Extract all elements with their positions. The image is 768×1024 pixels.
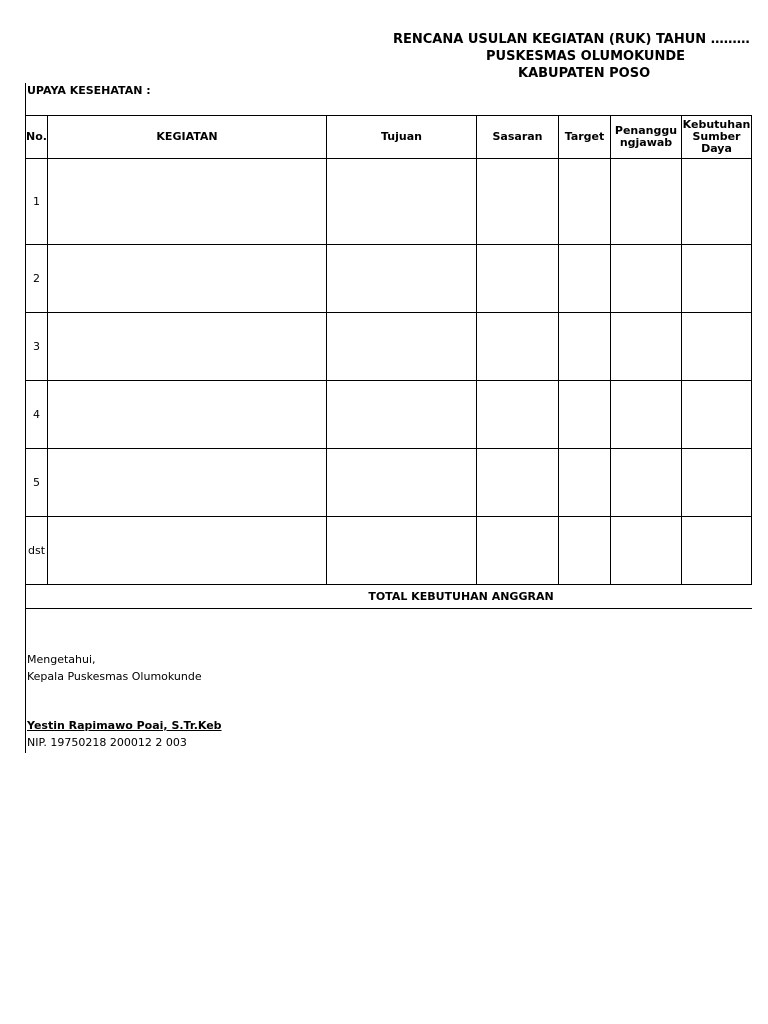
cell-target[interactable] bbox=[559, 313, 611, 381]
cell-target[interactable] bbox=[559, 449, 611, 517]
cell-kebutuhan-sumber-daya[interactable] bbox=[682, 313, 752, 381]
cell-kebutuhan-sumber-daya[interactable] bbox=[682, 517, 752, 585]
cell-sasaran[interactable] bbox=[477, 517, 559, 585]
header-kegiatan: KEGIATAN bbox=[48, 116, 327, 159]
cell-penanggung-jawab[interactable] bbox=[611, 159, 682, 245]
cell-kebutuhan-sumber-daya[interactable] bbox=[682, 449, 752, 517]
signature-name: Yestin Rapimawo Poai, S.Tr.Keb bbox=[27, 719, 222, 732]
cell-sasaran[interactable] bbox=[477, 381, 559, 449]
cell-sasaran[interactable] bbox=[477, 449, 559, 517]
row-number: 4 bbox=[26, 381, 48, 449]
cell-kebutuhan-sumber-daya[interactable] bbox=[682, 245, 752, 313]
row-number: 2 bbox=[26, 245, 48, 313]
row-number: 1 bbox=[26, 159, 48, 245]
cell-sasaran[interactable] bbox=[477, 313, 559, 381]
cell-penanggung-jawab[interactable] bbox=[611, 517, 682, 585]
cell-target[interactable] bbox=[559, 245, 611, 313]
cell-sasaran[interactable] bbox=[477, 245, 559, 313]
signature-position: Kepala Puskesmas Olumokunde bbox=[27, 670, 202, 683]
cell-penanggung-jawab[interactable] bbox=[611, 313, 682, 381]
cell-kegiatan[interactable] bbox=[48, 313, 327, 381]
table-row bbox=[26, 159, 752, 245]
header-sasaran: Sasaran bbox=[477, 116, 559, 159]
cell-sasaran[interactable] bbox=[477, 159, 559, 245]
cell-target[interactable] bbox=[559, 159, 611, 245]
signature-acknowledged: Mengetahui, bbox=[27, 653, 96, 666]
table-row bbox=[26, 381, 752, 449]
cell-tujuan[interactable] bbox=[327, 159, 477, 245]
document-subtitle-puskesmas: PUSKESMAS OLUMOKUNDE bbox=[486, 49, 686, 64]
cell-tujuan[interactable] bbox=[327, 381, 477, 449]
cell-tujuan[interactable] bbox=[327, 245, 477, 313]
cell-tujuan[interactable] bbox=[327, 313, 477, 381]
signature-nip: NIP. 19750218 200012 2 003 bbox=[27, 736, 187, 749]
cell-penanggung-jawab[interactable] bbox=[611, 245, 682, 313]
cell-target[interactable] bbox=[559, 517, 611, 585]
document-title: RENCANA USULAN KEGIATAN (RUK) TAHUN ……… bbox=[393, 32, 750, 47]
cell-kegiatan[interactable] bbox=[48, 245, 327, 313]
row-number: dst bbox=[26, 517, 48, 585]
table-row bbox=[26, 245, 752, 313]
cell-kegiatan[interactable] bbox=[48, 381, 327, 449]
cell-penanggung-jawab[interactable] bbox=[611, 449, 682, 517]
cell-penanggung-jawab[interactable] bbox=[611, 381, 682, 449]
cell-kegiatan[interactable] bbox=[48, 449, 327, 517]
ruk-table bbox=[25, 115, 752, 609]
total-label: TOTAL KEBUTUHAN ANGGRAN bbox=[26, 585, 752, 609]
cell-kebutuhan-sumber-daya[interactable] bbox=[682, 381, 752, 449]
table-header-row bbox=[26, 116, 752, 159]
section-label: UPAYA KESEHATAN : bbox=[27, 84, 151, 97]
cell-kebutuhan-sumber-daya[interactable] bbox=[682, 159, 752, 245]
row-number: 5 bbox=[26, 449, 48, 517]
table-row bbox=[26, 313, 752, 381]
document-subtitle-kabupaten: KABUPATEN POSO bbox=[518, 66, 651, 81]
cell-kegiatan[interactable] bbox=[48, 517, 327, 585]
total-row bbox=[26, 585, 752, 609]
cell-kegiatan[interactable] bbox=[48, 159, 327, 245]
header-tujuan: Tujuan bbox=[327, 116, 477, 159]
header-no: No. bbox=[26, 116, 48, 159]
cell-tujuan[interactable] bbox=[327, 517, 477, 585]
cell-target[interactable] bbox=[559, 381, 611, 449]
cell-tujuan[interactable] bbox=[327, 449, 477, 517]
header-target: Target bbox=[559, 116, 611, 159]
header-penanggung-jawab: Penanggungjawab bbox=[611, 116, 682, 159]
table-row bbox=[26, 449, 752, 517]
header-kebutuhan-sumber-daya: Kebutuhan Sumber Daya bbox=[682, 116, 752, 159]
table-row bbox=[26, 517, 752, 585]
row-number: 3 bbox=[26, 313, 48, 381]
